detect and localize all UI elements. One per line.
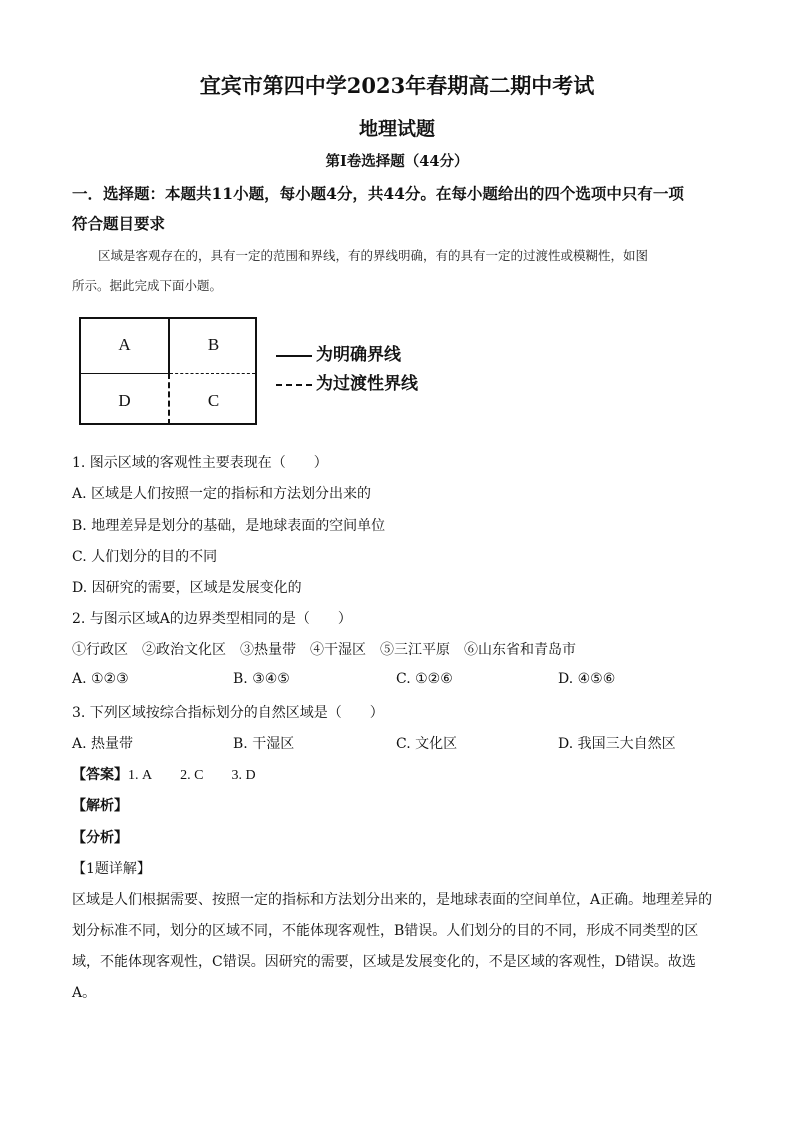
answer-2: 2. C (180, 768, 204, 783)
answer-label: 【答案】 (72, 767, 128, 783)
subject-title: 地理试题 (358, 118, 435, 140)
legend-dashed-row (276, 373, 476, 397)
q2-items: ①行政区 ②政治文化区 ③热量带 ④干湿区 ⑤三江平原 ⑥山东省和青岛市 (72, 642, 576, 658)
q3-option-b: B. 干湿区 (233, 736, 295, 752)
answer-1: 1. A (128, 768, 153, 783)
answer-row (72, 764, 256, 784)
q3-option-c: C. 文化区 (396, 736, 458, 752)
q3-option-d: D. 我国三大自然区 (558, 736, 676, 752)
dashed-boundary-horizontal (170, 373, 255, 374)
q3-stem: 3. 下列区域按综合指标划分的自然区域是（ ） (72, 705, 384, 721)
q1-option-a: A. 区域是人们按照一定的指标和方法划分出来的 (72, 486, 372, 502)
intro-line1: 区域是客观存在的，具有一定的范围和界线，有的界线明确，有的具有一定的过渡性或模糊性，如图 (98, 248, 649, 263)
analysis-line1: 区域是人们根据需要、按照一定的指标和方法划分出来的，是地球表面的空间单位，A正确。地理差异的 (72, 892, 713, 908)
analysis-line4: A。 (72, 985, 97, 1001)
region-c-label: C (207, 391, 220, 410)
intro-line2: 所示。据此完成下面小题。 (72, 278, 223, 293)
q2-option-a: A. ①②③ (72, 671, 129, 687)
fenxi-heading: 【分析】 (72, 830, 128, 846)
q1-option-b: B. 地理差异是划分的基础，是地球表面的空间单位 (72, 518, 386, 534)
q2-stem: 2. 与图示区域A的边界类型相同的是（ ） (72, 611, 352, 627)
q1-option-d: D. 因研究的需要，区域是发展变化的 (72, 580, 302, 596)
q1-detail-heading: 【1题详解】 (72, 861, 151, 877)
section-heading-line1: 一．选择题：本题共11小题，每小题4分，共44分。在每小题给出的四个选项中只有一项 (72, 184, 684, 203)
region-b-label: B (207, 335, 220, 354)
dashed-line-swatch (276, 384, 312, 386)
exam-title: 宜宾市第四中学2023年春期高二期中考试 (199, 73, 595, 98)
region-boundary-diagram (79, 317, 257, 425)
q2-option-b: B. ③④⑤ (233, 671, 290, 687)
q1-stem: 1. 图示区域的客观性主要表现在（ ） (72, 455, 328, 471)
answer-3: 3. D (231, 768, 256, 783)
volume-title: 第Ⅰ卷选择题（44分） (325, 153, 469, 170)
legend-solid-row (276, 344, 476, 368)
solid-line-swatch (276, 355, 312, 357)
region-a-label: A (118, 335, 131, 354)
region-d-label: D (118, 391, 131, 410)
analysis-line2: 划分标准不同，划分的区域不同，不能体现客观性，B错误。人们划分的目的不同，形成不同类型的区 (72, 923, 699, 939)
q2-option-c: C. ①②⑥ (396, 671, 453, 687)
solid-boundary-horizontal (81, 373, 168, 374)
legend-dashed-label: 为过渡性界线 (316, 374, 418, 394)
analysis-line3: 域，不能体现客观性，C错误。因研究的需要，区域是发展变化的，不是区域的客观性，D错误。故选 (72, 954, 696, 970)
section-heading-line2: 符合题目要求 (72, 214, 166, 233)
q1-option-c: C. 人们划分的目的不同 (72, 549, 218, 565)
jiexi-heading: 【解析】 (72, 798, 128, 814)
q3-option-a: A. 热量带 (72, 736, 134, 752)
q2-option-d: D. ④⑤⑥ (558, 671, 616, 687)
legend-solid-label: 为明确界线 (316, 345, 401, 365)
